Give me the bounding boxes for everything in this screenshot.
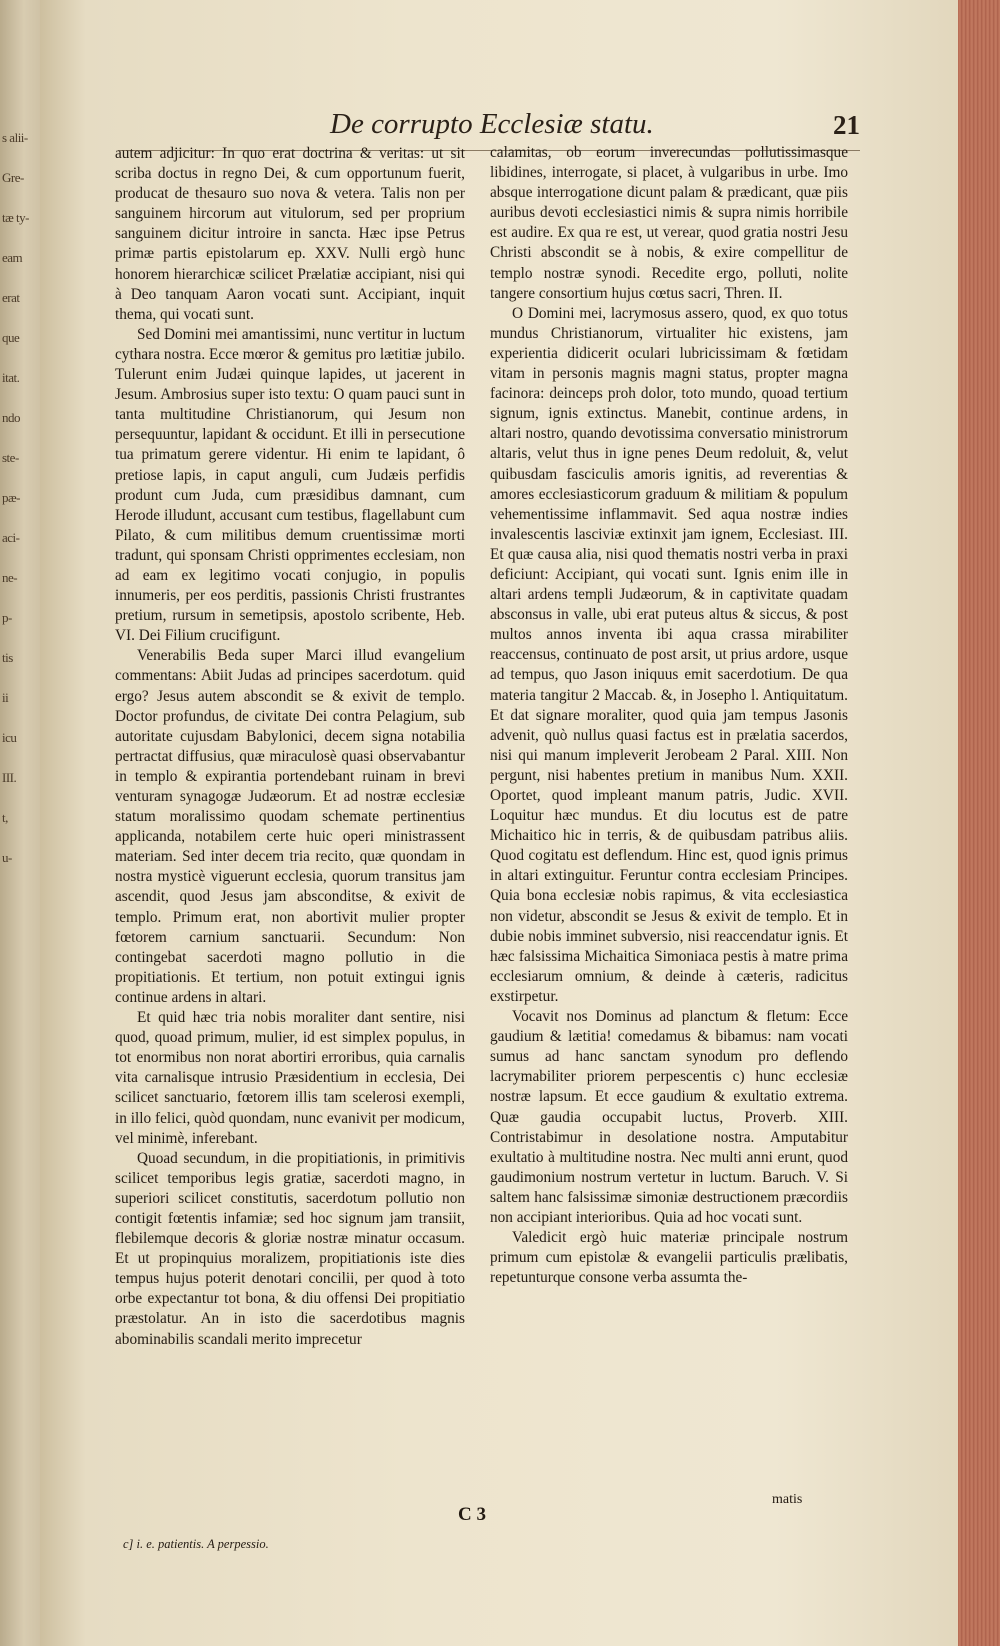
margin-fragment: ste- [2, 450, 19, 465]
margin-fragment: ne- [2, 570, 18, 585]
margin-fragment: que [2, 330, 20, 345]
margin-fragment: eam [2, 250, 23, 265]
page-number: 21 [833, 110, 860, 140]
catchword: matis [772, 1492, 803, 1507]
margin-fragment: p- [2, 610, 12, 625]
margin-fragment: III. [2, 770, 17, 785]
text-column-right [490, 143, 848, 1288]
paragraph: O Domini mei, lacrymosus assero, quod, ex quo totus mundus Christianorum, virtualiter hic existens, jam experientia didicerit oculari lubricissimam & fœtidam vitam in personis magnis magni status, propter magna facinora: deinceps proh dolor, toto mundo, quoad tertium signum, ignis extinctus. Manebit, continue ardens, in altari nostro, quando devotissima conversatio ministrorum altaris, velut thus in igne penes Deum redoluit, &, velut quibusdam fasciculis amoris ignitis, ad reverentias & amores ecclesiasticorum graduum & militiam & populum vehementissime inflammavit. Sed aqua nostræ indies invalescentis lasciviæ extinxit jam ignem, Ecclesiast. III. Et quæ causa alia, nisi quod thematis nostri verba in praxi deficiunt: Accipiant, qui vocati sunt. Ignis enim ille in altari ardens templi Judæorum, & in captivitate quadam absconsus in valle, ubi erat puteus altus & siccus, & post multos annos inventa ibi aqua crassa mirabiliter reaccensus, continuato de post arsit, ut prius ardore, usque ad tempus, quo Jason iniquus emit sacerdotium. De qua materia tangitur 2 Maccab. &, in Josepho l. Antiquitatum. Et dat signare moraliter, quod quia jam tempus Jasonis advenit, quò nullus quasi factus est in prælatia sacerdos, nisi qui manum impleverit Jerobeam 2 Paral. XIII. Non pergunt, nisi habentes pretium in manibus Num. XXII. Oportet, quod impleant manum patris, Judic. XVII. Loquitur hæc mundus. Et diu locutus est de patre Michaitico hic in terris, & de quibusdam patribus aliis. Quod cogitatu est deflendum. Hinc est, quod ignis primus in altari extinguitur. Feruntur contra ecclesiam Principes. Quia bona ecclesiæ nobis rapimus, & vita ecclesiastica non videtur, abscondit se Jesus & exivit de templo. Et in dubie nobis imminet subversio, nisi reaccendatur ignis. Et hæc falsissima Michaitica Simoniaca pestis à matre prima ecclesiarum omnium, & deinde à cæteris, radicitus exstirpetur. [490, 304, 848, 1005]
margin-fragment: u- [2, 850, 12, 865]
footnote: c] i. e. patientis. A perpessio. [123, 1537, 269, 1551]
margin-fragment: aci- [2, 530, 20, 545]
margin-fragment: pæ- [2, 490, 20, 505]
paragraph: autem adjicitur: In quo erat doctrina & veritas: ut sit scriba doctus in regno Dei, & cum opportunum fuerit, producat de thesauro suo nova & vetera. Talis non per sanguinem hircorum aut vitulorum, sed per proprium sanguinem dicitur introire in sancta. Hæc ipse Petrus primæ partis epistolarum ep. XXV. Nulli ergò hunc honorem hierarchicæ scilicet Prælatiæ accipiant, nisi qui à Deo tanquam Aaron vocati sunt. Accipiant, inquit thema, qui vocati sunt. [115, 145, 465, 323]
paragraph: Venerabilis Beda super Marci illud evangelium commentans: Abiit Judas ad principes sacerdotum. quid ergo? Jesus autem abscondit se & exivit de templo. Doctor profundus, de civitate Dei contra Pelagium, sub autoritate cujusdam Babylonici, decem signa notabilia pertractat diffusius, quæ miraculosè quasi observabantur in templo & expirantia portendebant ruinam in brevi venturam synagogæ Judæorum. Et ad nostræ ecclesiæ statum moralissimo quodam schemate pertinentius applicanda, notabilem certe huic operi ministrassent materiam. Sed inter decem tria recito, quæ quondam in nostra mysticè viguerunt ecclesia, quorum transitus jam ascendit, quod Jesus jam absconditse, & exivit de templo. Primum erat, non abortivit mulier propter fœtorem carnium sanctuarii. Secundum: Non contingebat sacerdoti magno pollutio in die propitiationis. Et tertium, non potuit extingui ignis continue ardens in altari. [115, 647, 465, 1006]
margin-fragment: ii [2, 690, 9, 705]
margin-fragment: itat. [2, 370, 20, 385]
paragraph: Sed Domini mei amantissimi, nunc vertitur in luctum cythara nostra. Ecce mœror & gemitus pro lætitiæ jubilo. Tulerunt enim Judæi quinque lapides, ut jacerent in Jesum. Ambrosius super isto textu: O quam pauci sunt in tanta multitudine Christianorum, qui Jesum non persequuntur, lapidant & occidunt. Et illi in persecutione tua primatum gerere videntur. Hi enim te lapidant, ô pretiose lapis, in caput anguli, cum Judæis perfidis produnt cum Juda, cum præsidibus damnant, cum Herode illudunt, accusant cum testibus, flagellabunt cum Pilato, & cum militibus demum cruentissimæ morti tradunt, qui sponsam Christi opprimentes ecclesiam, non ad eam ex legitimo vocati conjugio, in populis innumeris, per eos perditis, passionis Christi frustrantes pretium, rursum in semetipsis, apostolo scribente, Heb. VI. Dei Filium crucifigunt. [115, 325, 465, 645]
paragraph: Quoad secundum, in die propitiationis, in primitivis scilicet temporibus legis gratiæ, sacerdoti magno, in superiori scilicet constitutis, sacerdotum pollutio non contigit fœtentis infamiæ; sed hoc signum jam transiit, flebilemque decoris & gloriæ nostræ minatur occasum. Et ut propinquius moralizem, propitiationis iste dies tempus hujus poterit denotari concilii, per quod à toto orbe expectantur tot bona, & diu offensi Dei propitiatio præstolatur. An in isto die sacerdotibus magnis abominabilis scandali merito imprecetur [115, 1149, 465, 1348]
paragraph: Et quid hæc tria nobis moraliter dant sentire, nisi quod, quoad primum, mulier, id est simplex populus, in tot enormibus non norat abortiri erroribus, quia carnalis vita carnalisque intrusio Præsidentium in ecclesia, Dei scilicet sanctuario, fœtorem illis tam scelerosi exempli, in illo felici, quòd quondam, nunc evanivit per modicum, vel minimè, inferebant. [115, 1009, 465, 1147]
text-column-left [115, 144, 465, 1350]
margin-fragment: Gre- [2, 170, 24, 185]
margin-fragment: icu [2, 730, 17, 745]
running-title: De corrupto Ecclesiæ statu. [330, 108, 654, 140]
previous-page-edge [0, 0, 40, 1646]
paragraph: Valedicit ergò huic materiæ principale nostrum primum cum epistolæ & evangelii particulis prælibatis, repetunturque consone verba assumta the- [490, 1229, 848, 1287]
margin-fragment: tæ ty- [2, 210, 29, 225]
margin-fragment: t, [2, 810, 8, 825]
paragraph: calamitas, ob eorum inverecundas pollutissimasque libidines, interrogate, si placet, à vulgaribus in urbe. Imo absque interrogatione dicunt palam & prædicant, quæ piis auribus devoti ecclesiastici nimis & supra nimis horribile est audire. Ex qua re est, ut verear, quod gratia nostri Jesu Christi abscondit se à nobis, & exire compellitur de templo nostræ synodi. Recedite ergo, polluti, nolite tangere consortium hujus cœtus sacri, Thren. II. [490, 144, 848, 302]
signature-mark: C 3 [458, 1504, 486, 1525]
margin-fragment: tis [2, 650, 13, 665]
margin-fragment: s alii- [2, 130, 28, 145]
margin-fragment: erat [2, 290, 20, 305]
page-fore-edge [958, 0, 1000, 1646]
paragraph: Vocavit nos Dominus ad planctum & fletum: Ecce gaudium & lætitia! comedamus & bibamus: nam vocati sumus ad hanc sanctam synodum pro deflendo lacrymabiliter priorem perpescentis c) hunc ecclesiæ nostræ lapsum. Et ecce gaudium & exultatio extrema. Quæ gaudia occupabit luctus, Proverb. XIII. Contristabimur in desolatione nostra. Amputabitur exultatio à multitudine nostra. Nec multi anni erunt, quod gaudimonium nostrum vertetur in luctum. Baruch. V. Si saltem hanc falsissimæ simoniæ destructionem præcordiis non accipiant interioribus. Quia ad hoc vocati sunt. [490, 1008, 848, 1226]
margin-fragment: ndo [2, 410, 20, 425]
